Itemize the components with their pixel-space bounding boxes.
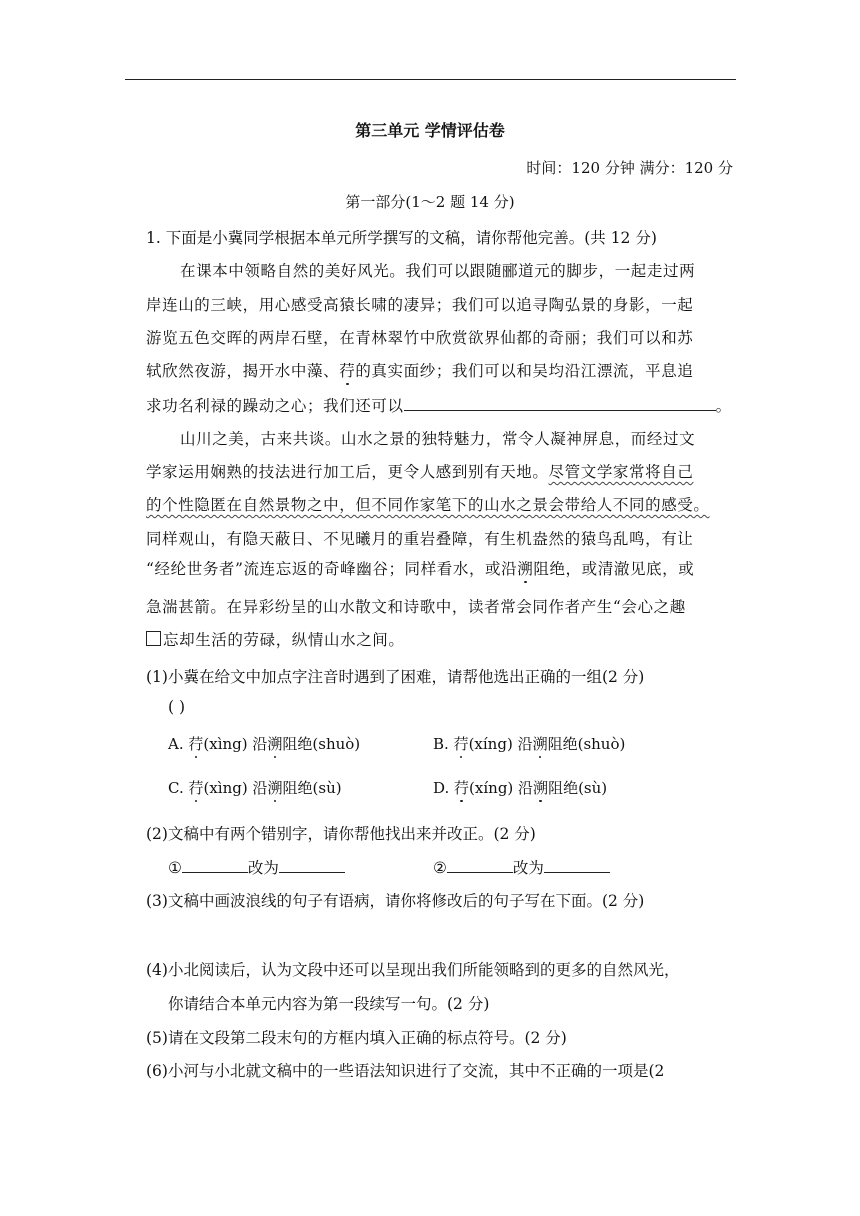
typo-item-2-change-label: 改为 bbox=[512, 859, 544, 877]
dotted-char-su: 溯 bbox=[517, 560, 534, 578]
option-a-label: A. bbox=[168, 735, 189, 753]
para2-line2 bbox=[146, 460, 693, 482]
typo-item-1-num: ① bbox=[168, 859, 182, 877]
answer-paren[interactable]: ( ) bbox=[168, 698, 186, 716]
typo-2-correct-blank[interactable] bbox=[544, 858, 610, 873]
page-title: 第三单元 学情评估卷 bbox=[355, 121, 505, 140]
typo-item-1-change-label: 改为 bbox=[247, 859, 279, 877]
para2-line5 bbox=[146, 557, 694, 579]
typo-2-wrong-blank[interactable] bbox=[447, 858, 513, 873]
para1-line4-a: 轼欣然夜游，揭开水中藻、 bbox=[146, 362, 340, 380]
sub3-stem: (3)文稿中画波浪线的句子有语病，请你将修改后的句子写在下面。(2 分) bbox=[146, 892, 645, 910]
para1-line1: 在课本中领略自然的美好风光。我们可以跟随郦道元的脚步，一起走过两 bbox=[180, 262, 696, 280]
option-c-pinyin1: (xìng) 沿 bbox=[203, 779, 268, 797]
option-c-pinyin2: 阻绝(sù) bbox=[282, 779, 342, 797]
time-info: 时间：120 分钟 满分：120 分 bbox=[526, 159, 733, 177]
para1-line5-b: 。 bbox=[715, 397, 732, 415]
para1-line4 bbox=[146, 359, 693, 381]
top-rule bbox=[125, 79, 736, 80]
sub4-stem-line1: (4)小北阅读后，认为文段中还可以呈现出我们所能领略到的更多的自然风光， bbox=[146, 961, 680, 979]
option-d-char2: 溯 bbox=[533, 779, 549, 797]
para1-line5 bbox=[146, 394, 732, 416]
typo-item-2 bbox=[433, 856, 610, 878]
option-d-label: D. bbox=[433, 779, 455, 797]
para2-line6: 急湍甚箭。在异彩纷呈的山水散文和诗歌中，读者常会同作者产生“会心之趣 bbox=[146, 598, 686, 616]
option-c-char1: 荇 bbox=[188, 779, 204, 797]
sub5-stem: (5)请在文段第二段末句的方框内填入正确的标点符号。(2 分) bbox=[146, 1029, 567, 1047]
part-heading: 第一部分(1～2 题 14 分) bbox=[345, 193, 515, 211]
option-c-char2: 溯 bbox=[267, 779, 283, 797]
punctuation-box[interactable] bbox=[146, 631, 161, 646]
option-c-label: C. bbox=[168, 779, 189, 797]
para2-line5-a: “经纶世务者”流连忘返的奇峰幽谷；同样看水，或沿 bbox=[146, 560, 518, 578]
wavy-sentence-part1: 尽管文学家常将自己 bbox=[548, 463, 694, 481]
para1-line2: 岸连山的三峡，用心感受高猿长啸的凄异；我们可以追寻陶弘景的身影，一起 bbox=[146, 296, 694, 314]
option-d-pinyin2: 阻绝(sù) bbox=[548, 779, 608, 797]
question-1-stem: 1. 下面是小冀同学根据本单元所学撰写的文稿，请你帮他完善。(共 12 分) bbox=[146, 229, 657, 247]
para2-line2-a: 学家运用娴熟的技法进行加工后，更令人感到别有天地。 bbox=[146, 463, 549, 481]
typo-1-correct-blank[interactable] bbox=[279, 858, 345, 873]
option-a-char2: 溯 bbox=[267, 735, 283, 753]
option-b[interactable] bbox=[433, 733, 625, 754]
para2-line3 bbox=[146, 493, 710, 515]
option-b-pinyin1: (xíng) 沿 bbox=[468, 735, 533, 753]
para2-line7-text: 忘却生活的劳碌，纵情山水之间。 bbox=[163, 631, 405, 649]
para1-line3: 游览五色交晖的两岸石壁，在青林翠竹中欣赏欲界仙都的奇丽；我们可以和苏 bbox=[146, 329, 694, 347]
typo-item-2-num: ② bbox=[433, 859, 447, 877]
wavy-sentence-part2: 的个性隐匿在自然景物之中，但不同作家笔下的山水之景会带给人不同的感受。 bbox=[146, 496, 710, 514]
option-b-char1: 荇 bbox=[453, 735, 469, 753]
option-a-pinyin1: (xìng) 沿 bbox=[203, 735, 268, 753]
sub1-stem: (1)小冀在给文中加点字注音时遇到了困难，请帮他选出正确的一组(2 分) bbox=[146, 668, 645, 686]
sub2-stem: (2)文稿中有两个错别字，请你帮他找出来并改正。(2 分) bbox=[146, 825, 536, 843]
continuation-blank[interactable] bbox=[404, 396, 716, 411]
option-b-pinyin2: 阻绝(shuò) bbox=[547, 735, 626, 753]
option-d-char1: 荇 bbox=[454, 779, 470, 797]
typo-1-wrong-blank[interactable] bbox=[182, 858, 248, 873]
typo-item-1 bbox=[168, 856, 345, 878]
dotted-char-xing: 荇 bbox=[339, 362, 356, 380]
para1-line5-a: 求功名利禄的躁动之心；我们还可以 bbox=[146, 397, 404, 415]
option-d[interactable] bbox=[433, 777, 607, 798]
option-a-char1: 荇 bbox=[188, 735, 204, 753]
option-b-label: B. bbox=[433, 735, 454, 753]
option-d-pinyin1: (xíng) 沿 bbox=[469, 779, 534, 797]
option-b-char2: 溯 bbox=[532, 735, 548, 753]
option-a-pinyin2: 阻绝(shuò) bbox=[282, 735, 361, 753]
para2-line5-b: 阻绝，或清澈见底，或 bbox=[533, 560, 695, 578]
sub6-stem: (6)小河与小北就文稿中的一些语法知识进行了交流，其中不正确的一项是(2 bbox=[146, 1062, 665, 1080]
option-a[interactable] bbox=[168, 733, 360, 754]
para2-line1: 山川之美，古来共谈。山水之景的独特魅力，常令人凝神屏息，而经过文 bbox=[180, 430, 696, 448]
para1-line4-b: 的真实面纱；我们可以和吴均沿江漂流，平息追 bbox=[355, 362, 694, 380]
sub4-stem-line2: 你请结合本单元内容为第一段续写一句。(2 分) bbox=[168, 995, 490, 1013]
para2-line7 bbox=[146, 628, 405, 650]
option-c[interactable] bbox=[168, 777, 342, 798]
para2-line4: 同样观山，有隐天蔽日、不见曦月的重岩叠障，有生机盎然的猿鸟乱鸣，有让 bbox=[146, 530, 694, 548]
